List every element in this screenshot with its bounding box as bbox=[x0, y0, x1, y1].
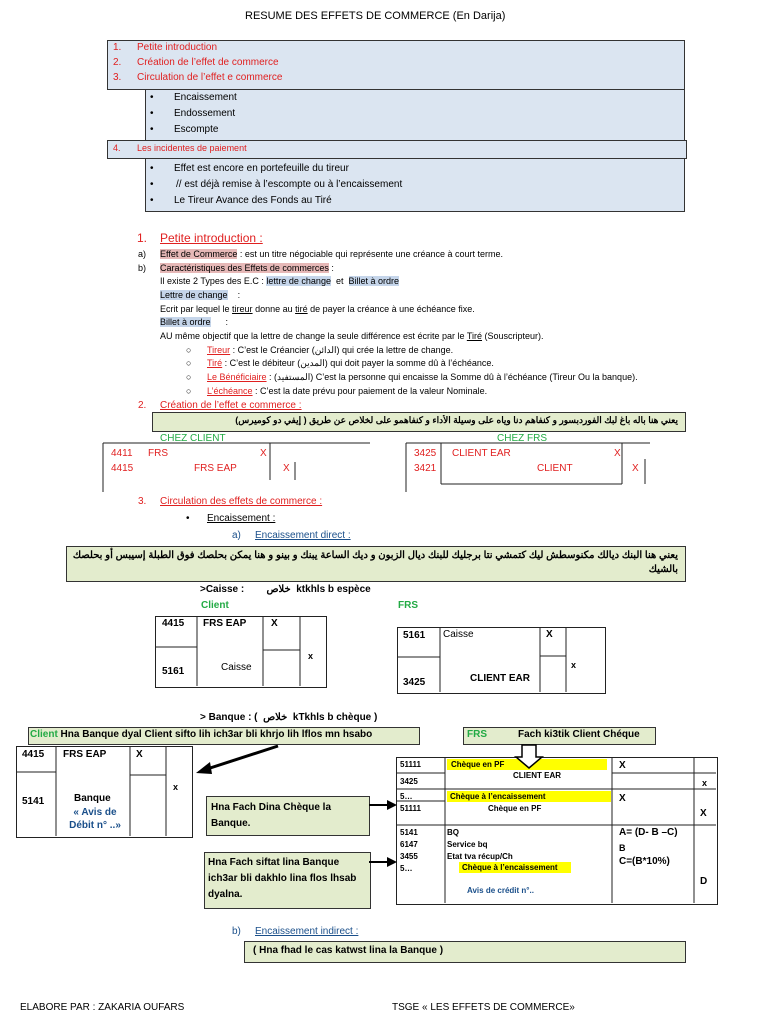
footer-author: ELABORE PAR : ZAKARIA OUFARS bbox=[20, 1002, 185, 1013]
t2-mark2: x bbox=[571, 660, 577, 670]
t4-r1-name: Chèque en PF bbox=[451, 760, 505, 769]
frs-label: FRS bbox=[398, 600, 418, 611]
role-text: : (المستفيد) C’est la personne qui encaisse la Somme dû à l’échéance (Tireur Ou la banque). bbox=[266, 372, 638, 382]
t2-code2: 3425 bbox=[403, 677, 426, 688]
lettre-tireur: tireur bbox=[232, 304, 253, 314]
effet-term: Effet de Commerce bbox=[160, 249, 238, 259]
t3-code1: 4415 bbox=[22, 749, 45, 760]
note-cheque-banque: Hna Fach Dina Chèque la Banque. bbox=[211, 802, 332, 829]
bullet: • bbox=[150, 108, 154, 119]
t4-r2-code: 3425 bbox=[400, 777, 418, 786]
toc-num-3: 3. bbox=[113, 72, 122, 83]
bullet: • bbox=[150, 179, 154, 190]
effet-text: : est un titre négociable qui représente une créance à court terme. bbox=[237, 249, 504, 259]
t3-code2: 5141 bbox=[22, 796, 45, 807]
billet-desc-part: (Souscripteur). bbox=[482, 331, 544, 341]
client-row2-code: 4415 bbox=[111, 463, 134, 474]
client-row1-code: 4411 bbox=[111, 448, 133, 459]
sub-a-label: a) bbox=[232, 530, 241, 541]
t1-mark2: x bbox=[308, 651, 314, 661]
role-bullet: ○ bbox=[186, 358, 192, 368]
frs-row2-mark: X bbox=[632, 463, 639, 474]
lettre-highlight: lettre de change bbox=[266, 276, 331, 286]
t3-mark1: X bbox=[136, 749, 143, 760]
role-term: Tireur bbox=[207, 345, 231, 355]
arrow-head bbox=[387, 857, 397, 867]
lettre-desc-part: de payer la créance à une échéance fixe. bbox=[307, 304, 475, 314]
toc-sub-encaissement: Encaissement bbox=[174, 92, 237, 103]
role-term: L’échéance bbox=[207, 386, 253, 396]
arrow-head bbox=[387, 800, 397, 810]
role-text: : C’est le Créancier (الدائن) qui crée la lettre de change. bbox=[230, 345, 454, 355]
client-row1-mark: X bbox=[260, 448, 267, 459]
t4-r5-name-service: Service bq bbox=[447, 840, 488, 849]
client-row2-name: FRS EAP bbox=[194, 463, 237, 474]
frs-row2-code: 3421 bbox=[414, 463, 437, 474]
frs-cheque-note: Fach ki3tik Client Chéque bbox=[518, 729, 640, 740]
banque-arabic: خلاص bbox=[263, 712, 288, 723]
page-title: RESUME DES EFFETS DE COMMERCE (En Darija) bbox=[245, 10, 506, 22]
t1-name2: Caisse bbox=[221, 662, 252, 673]
toc-item-circulation: Circulation de l’effet e commerce bbox=[137, 72, 283, 83]
billet-head: Billet à ordre bbox=[160, 317, 211, 327]
toc-incident-2: // est déjà remise à l’escompte ou à l’encaissement bbox=[176, 179, 403, 190]
t4-r4-code: 51111 bbox=[400, 804, 421, 813]
t4-r5-yellow: Chèque à l’encaissement bbox=[462, 863, 558, 872]
arrow-to-t3 bbox=[204, 746, 278, 770]
frs-row1-code: 3425 bbox=[414, 448, 437, 459]
section-1-num: 1. bbox=[137, 231, 148, 245]
client-label: Client bbox=[201, 600, 229, 611]
arrow-head bbox=[196, 762, 212, 774]
t4-r3-mark: X bbox=[619, 793, 626, 804]
frs-word: FRS bbox=[467, 729, 487, 740]
t4-r5-code-bq: 5141 bbox=[400, 828, 418, 837]
frs-row2-name: CLIENT bbox=[537, 463, 573, 474]
caisse-post: ktkhls b espèce bbox=[296, 584, 371, 595]
t3-avis-debit: « Avis de Débit n° ..» bbox=[69, 807, 121, 831]
t4-r3-name: Chèque à l’encaissement bbox=[450, 792, 546, 801]
t1-mark1: X bbox=[271, 618, 278, 629]
t4-r4-name: Chèque en PF bbox=[488, 804, 542, 813]
indirect-note: ( Hna fhad le cas katwst lina la Banque ) bbox=[253, 945, 444, 956]
toc-sub-escompte: Escompte bbox=[174, 124, 219, 135]
t3-name2: Banque bbox=[74, 793, 111, 804]
t3-mark2: x bbox=[173, 782, 179, 792]
t4-r1-code: 51111 bbox=[400, 760, 421, 769]
item-b-label: b) bbox=[138, 263, 147, 273]
billet-tire: Tiré bbox=[466, 331, 483, 341]
role-bullet: ○ bbox=[186, 386, 192, 396]
t2-name2: CLIENT EAR bbox=[470, 673, 530, 684]
billet-desc-part: AU même objectif que la lettre de change la seule différence est écrite par le bbox=[160, 331, 467, 341]
client-banque-text: Hna Banque dyal Client sifto lih ich3ar bli khrjo lih lflos mn hsabo bbox=[57, 729, 373, 740]
down-arrow-icon bbox=[516, 745, 542, 768]
bullet: • bbox=[186, 513, 190, 524]
toc-incident-3: Le Tireur Avance des Fonds au Tiré bbox=[174, 195, 332, 206]
et-word: et bbox=[335, 276, 344, 286]
sub-b-label: b) bbox=[232, 926, 241, 937]
section-1-heading: Petite introduction : bbox=[160, 231, 263, 245]
chez-client-label: CHEZ CLIENT bbox=[160, 433, 226, 444]
lettre-desc-part: Ecrit par lequel le bbox=[160, 304, 233, 314]
direct-arabic-note: يعني هنا البنك ديالك مكنوسطش ليك كتمشي نتا برجليك للبنك ديال الزبون و ديك الساعة يبنك و بينو و هنا يمكن بحلصك فوق الطبلة إسيبس أو بحلصك بالشيك bbox=[72, 550, 678, 575]
creation-arabic-note: يعني هنا باله باغ لبك الفوردبسور و كنفاهم دنا وياه على وسيلة الأداء و كنفاهمو على لخلاص عن طريق ( إيفي دو كوميرس) bbox=[235, 415, 678, 425]
t4-r5-name-tva: Etat tva récup/Ch bbox=[447, 852, 513, 861]
client-word: Client bbox=[30, 729, 58, 740]
item-a-label: a) bbox=[138, 249, 147, 259]
toc-sub-endossement: Endossement bbox=[174, 108, 236, 119]
t4-r1-mark: X bbox=[619, 760, 626, 771]
role-term: Tiré bbox=[207, 358, 223, 368]
banque-post: kTkhls b chèque ) bbox=[292, 712, 378, 723]
t2-mark1: X bbox=[546, 629, 553, 640]
t1-code1: 4415 bbox=[162, 618, 185, 629]
billet-highlight: Billet à ordre bbox=[348, 276, 400, 286]
t2-name1: Caisse bbox=[443, 629, 474, 640]
bullet: • bbox=[150, 163, 154, 174]
section-2-num: 2. bbox=[138, 400, 147, 411]
toc-num-2: 2. bbox=[113, 57, 122, 68]
role-bullet: ○ bbox=[186, 345, 192, 355]
toc-item-intro: Petite introduction bbox=[137, 42, 218, 53]
two-types-pre: Il existe 2 Types des E.C : bbox=[160, 276, 264, 286]
t4-formula-a: A= (D- B –C) bbox=[619, 827, 678, 838]
t4-formula-b: B bbox=[619, 843, 626, 853]
t4-r5-code-other: 5… bbox=[400, 864, 413, 873]
t4-r5-code-service: 6147 bbox=[400, 840, 418, 849]
t4-r2-name: CLIENT EAR bbox=[513, 771, 561, 780]
role-bullet: ○ bbox=[186, 372, 192, 382]
caract-term: Caractéristiques des Effets de commerces bbox=[160, 263, 329, 273]
t4-r4-mark: X bbox=[700, 808, 707, 819]
frs-row1-mark: X bbox=[614, 448, 621, 459]
footer-course: TSGE « LES EFFETS DE COMMERCE» bbox=[392, 1002, 575, 1013]
encaissement-direct-heading: Encaissement direct : bbox=[255, 530, 351, 541]
t4-r5-name-bq: BQ bbox=[447, 828, 459, 837]
t4-r2-mark: x bbox=[702, 778, 708, 788]
lettre-colon: : bbox=[237, 290, 241, 300]
caisse-arabic: خلاص bbox=[266, 584, 291, 595]
t2-code1: 5161 bbox=[403, 630, 426, 641]
caisse-pre: >Caisse : bbox=[200, 584, 245, 595]
t1-code2: 5161 bbox=[162, 666, 185, 677]
t4-r3-code: 5… bbox=[400, 792, 413, 801]
lettre-tire: tiré bbox=[295, 304, 308, 314]
toc-item-creation: Création de l’effet de commerce bbox=[137, 57, 279, 68]
section-3-num: 3. bbox=[138, 496, 147, 507]
t4-avis-credit: Avis de crédit n°.. bbox=[467, 886, 534, 895]
client-row1-name: FRS bbox=[148, 448, 168, 459]
bullet: • bbox=[150, 195, 154, 206]
lettre-head: Lettre de change bbox=[160, 290, 228, 300]
t1-name1: FRS EAP bbox=[203, 618, 247, 629]
toc-num-4: 4. bbox=[113, 143, 121, 153]
bullet: • bbox=[150, 92, 154, 103]
banque-pre: > Banque : ( bbox=[200, 712, 258, 723]
lettre-desc-part: donne au bbox=[252, 304, 296, 314]
frs-row1-name: CLIENT EAR bbox=[452, 448, 511, 459]
role-text: : C’est la date prévu pour paiement de la valeur Nominale. bbox=[252, 386, 488, 396]
note-avis-credit: Hna Fach siftat lina Banque ich3ar bli dakhlo lina flos lhsab dyalna. bbox=[208, 857, 357, 900]
client-row2-mark: X bbox=[283, 463, 290, 474]
caract-colon: : bbox=[328, 263, 334, 273]
section-2-heading: Création de l’effet e commerce : bbox=[160, 400, 302, 411]
toc-incident-1: Effet est encore en portefeuille du tireur bbox=[174, 163, 349, 174]
chez-frs-label: CHEZ FRS bbox=[497, 433, 547, 444]
encaissement-heading: Encaissement : bbox=[207, 513, 276, 524]
t4-formula-d: D bbox=[700, 876, 708, 887]
t3-name1: FRS EAP bbox=[63, 749, 107, 760]
t4-r5-code-tva: 3455 bbox=[400, 852, 418, 861]
encaissement-indirect-heading: Encaissement indirect : bbox=[255, 926, 359, 937]
toc-num-1: 1. bbox=[113, 42, 122, 53]
role-text: : C’est le débiteur (المدين) qui doit payer la somme dû à l’échéance. bbox=[222, 358, 494, 368]
role-term: Le Bénéficiaire bbox=[207, 372, 267, 382]
billet-colon: : bbox=[225, 317, 229, 327]
toc-item-incidents: Les incidentes de paiement bbox=[137, 143, 247, 153]
t4-formula-c: C=(B*10%) bbox=[619, 856, 670, 867]
section-3-heading: Circulation des effets de commerce : bbox=[160, 496, 323, 507]
bullet: • bbox=[150, 124, 154, 135]
